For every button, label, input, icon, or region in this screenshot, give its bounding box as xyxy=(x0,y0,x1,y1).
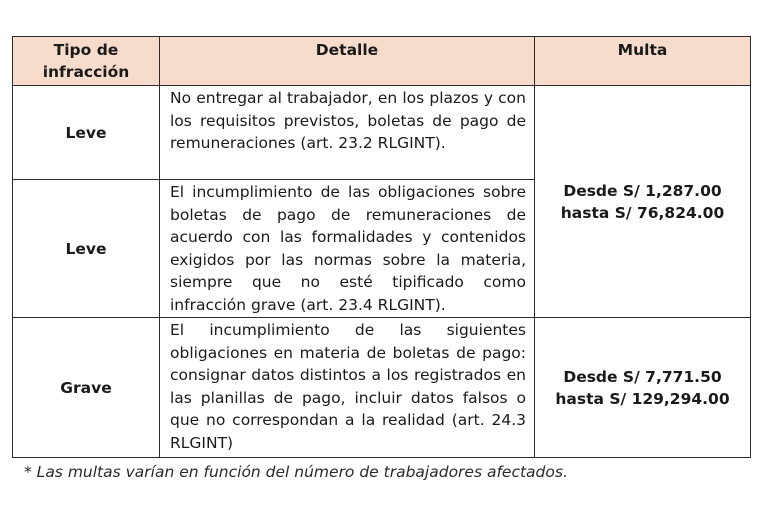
table-header-row xyxy=(13,37,751,86)
row-3-detalle: El incumplimiento de las siguientes obligaciones en materia de boletas de pago: consignar datos distintos a los registrados en las planillas de pago, incluir datos falsos o que no correspondan a la realidad (art. 24.3 RLGINT) xyxy=(160,318,535,458)
fine-leve-desde: Desde S/ 1,287.00 xyxy=(563,181,722,200)
table-row xyxy=(13,318,751,458)
fine-leve xyxy=(535,86,751,318)
row-2-tipo: Leve xyxy=(13,180,160,318)
table-row xyxy=(13,86,751,180)
header-tipo-line2: infracción xyxy=(42,63,130,81)
infractions-table xyxy=(12,36,751,458)
header-tipo xyxy=(13,37,160,86)
fine-leve-hasta: hasta S/ 76,824.00 xyxy=(560,203,725,222)
header-tipo-line1: Tipo de xyxy=(53,41,119,59)
row-2-detalle: El incumplimiento de las obligaciones sobre boletas de pago de remuneraciones de acuerdo con las formalidades y contenidos exigidos por las normas sobre la materia, siempre que no esté tipificado como infracción grave (art. 23.4 RLGINT). xyxy=(160,180,535,318)
fine-grave-desde: Desde S/ 7,771.50 xyxy=(563,367,722,386)
fine-grave-hasta: hasta S/ 129,294.00 xyxy=(555,389,730,408)
footnote: * Las multas varían en función del número de trabajadores afectados. xyxy=(24,463,568,481)
fine-grave xyxy=(535,318,751,458)
row-1-detalle: No entregar al trabajador, en los plazos y con los requisitos previstos, boletas de pago de remuneraciones (art. 23.2 RLGINT). xyxy=(160,86,535,180)
row-1-tipo: Leve xyxy=(13,86,160,180)
header-multa: Multa xyxy=(535,37,751,86)
header-detalle: Detalle xyxy=(160,37,535,86)
row-3-tipo: Grave xyxy=(13,318,160,458)
